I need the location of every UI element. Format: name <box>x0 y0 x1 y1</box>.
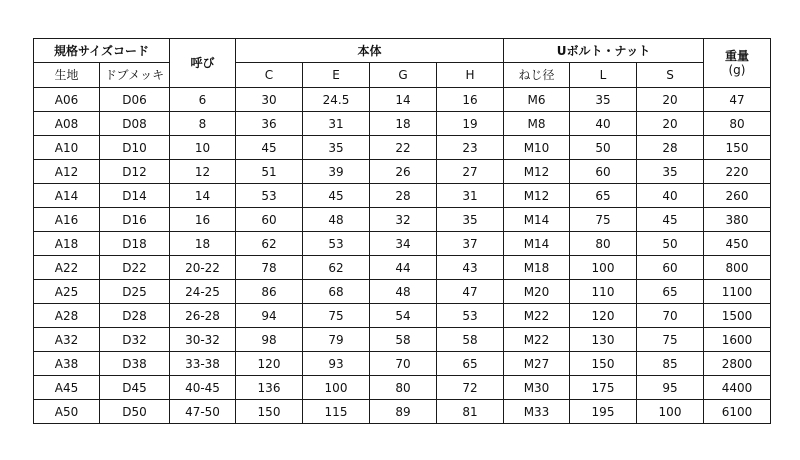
header-weight-unit: (g) <box>728 63 746 77</box>
cell-c: 94 <box>236 304 303 328</box>
cell-h: 16 <box>437 88 504 112</box>
cell-s: 40 <box>637 184 704 208</box>
table-body <box>34 88 771 424</box>
cell-nominal: 18 <box>170 232 236 256</box>
header-row-1 <box>34 39 771 63</box>
cell-nominal: 26-28 <box>170 304 236 328</box>
cell-thread: M22 <box>504 304 570 328</box>
header-weight-cell <box>704 39 771 88</box>
cell-thread: M18 <box>504 256 570 280</box>
cell-thread: M27 <box>504 352 570 376</box>
cell-weight: 47 <box>704 88 771 112</box>
cell-g: 80 <box>370 376 437 400</box>
cell-e: 68 <box>303 280 370 304</box>
header-l: L <box>570 63 637 88</box>
cell-weight: 1500 <box>704 304 771 328</box>
table-row <box>34 160 771 184</box>
cell-raw-code: A16 <box>34 208 100 232</box>
cell-l: 110 <box>570 280 637 304</box>
cell-thread: M10 <box>504 136 570 160</box>
cell-nominal: 6 <box>170 88 236 112</box>
cell-c: 60 <box>236 208 303 232</box>
cell-galvanized-code: D10 <box>100 136 170 160</box>
cell-raw-code: A06 <box>34 88 100 112</box>
cell-weight: 380 <box>704 208 771 232</box>
cell-galvanized-code: D25 <box>100 280 170 304</box>
cell-galvanized-code: D50 <box>100 400 170 424</box>
cell-g: 32 <box>370 208 437 232</box>
cell-nominal: 14 <box>170 184 236 208</box>
table-row <box>34 328 771 352</box>
cell-galvanized-code: D14 <box>100 184 170 208</box>
cell-raw-code: A38 <box>34 352 100 376</box>
table-row <box>34 112 771 136</box>
cell-e: 24.5 <box>303 88 370 112</box>
cell-g: 89 <box>370 400 437 424</box>
cell-l: 100 <box>570 256 637 280</box>
cell-weight: 2800 <box>704 352 771 376</box>
cell-galvanized-code: D45 <box>100 376 170 400</box>
cell-thread: M12 <box>504 160 570 184</box>
cell-c: 86 <box>236 280 303 304</box>
cell-raw-code: A28 <box>34 304 100 328</box>
cell-thread: M30 <box>504 376 570 400</box>
cell-g: 44 <box>370 256 437 280</box>
cell-nominal: 12 <box>170 160 236 184</box>
header-row-2 <box>34 63 771 88</box>
table-row <box>34 184 771 208</box>
cell-thread: M8 <box>504 112 570 136</box>
header-s: S <box>637 63 704 88</box>
cell-c: 78 <box>236 256 303 280</box>
cell-weight: 1100 <box>704 280 771 304</box>
cell-c: 120 <box>236 352 303 376</box>
cell-s: 65 <box>637 280 704 304</box>
cell-nominal: 47-50 <box>170 400 236 424</box>
cell-c: 51 <box>236 160 303 184</box>
cell-galvanized-code: D12 <box>100 160 170 184</box>
cell-galvanized-code: D18 <box>100 232 170 256</box>
cell-g: 34 <box>370 232 437 256</box>
cell-raw-code: A25 <box>34 280 100 304</box>
cell-nominal: 33-38 <box>170 352 236 376</box>
cell-galvanized-code: D16 <box>100 208 170 232</box>
cell-raw-code: A12 <box>34 160 100 184</box>
cell-h: 47 <box>437 280 504 304</box>
cell-nominal: 10 <box>170 136 236 160</box>
cell-s: 20 <box>637 88 704 112</box>
cell-h: 23 <box>437 136 504 160</box>
cell-l: 80 <box>570 232 637 256</box>
table-row <box>34 376 771 400</box>
header-h: H <box>437 63 504 88</box>
cell-galvanized-code: D32 <box>100 328 170 352</box>
cell-c: 45 <box>236 136 303 160</box>
table-row <box>34 208 771 232</box>
cell-s: 75 <box>637 328 704 352</box>
cell-galvanized-code: D22 <box>100 256 170 280</box>
cell-l: 75 <box>570 208 637 232</box>
cell-c: 62 <box>236 232 303 256</box>
cell-l: 120 <box>570 304 637 328</box>
cell-e: 100 <box>303 376 370 400</box>
cell-weight: 220 <box>704 160 771 184</box>
table-row <box>34 352 771 376</box>
cell-thread: M6 <box>504 88 570 112</box>
cell-g: 58 <box>370 328 437 352</box>
cell-h: 81 <box>437 400 504 424</box>
header-size-code: 規格サイズコード <box>34 39 170 63</box>
cell-s: 45 <box>637 208 704 232</box>
header-nominal: 呼び <box>170 39 236 88</box>
cell-e: 115 <box>303 400 370 424</box>
cell-c: 53 <box>236 184 303 208</box>
cell-galvanized-code: D28 <box>100 304 170 328</box>
header-ubolt-nut: Uボルト・ナット <box>504 39 704 63</box>
cell-raw-code: A45 <box>34 376 100 400</box>
cell-raw-code: A18 <box>34 232 100 256</box>
cell-g: 54 <box>370 304 437 328</box>
cell-c: 136 <box>236 376 303 400</box>
cell-c: 36 <box>236 112 303 136</box>
cell-h: 35 <box>437 208 504 232</box>
table-row <box>34 88 771 112</box>
cell-l: 60 <box>570 160 637 184</box>
cell-raw-code: A50 <box>34 400 100 424</box>
table-row <box>34 400 771 424</box>
cell-thread: M22 <box>504 328 570 352</box>
cell-s: 50 <box>637 232 704 256</box>
cell-weight: 4400 <box>704 376 771 400</box>
cell-s: 95 <box>637 376 704 400</box>
cell-s: 20 <box>637 112 704 136</box>
cell-e: 31 <box>303 112 370 136</box>
cell-e: 93 <box>303 352 370 376</box>
table-row <box>34 304 771 328</box>
header-galvanized: ドブメッキ <box>100 63 170 88</box>
cell-galvanized-code: D06 <box>100 88 170 112</box>
table-header <box>34 39 771 88</box>
cell-galvanized-code: D08 <box>100 112 170 136</box>
cell-c: 30 <box>236 88 303 112</box>
cell-h: 72 <box>437 376 504 400</box>
cell-e: 39 <box>303 160 370 184</box>
cell-h: 19 <box>437 112 504 136</box>
table-row <box>34 280 771 304</box>
header-e: E <box>303 63 370 88</box>
cell-weight: 450 <box>704 232 771 256</box>
cell-s: 100 <box>637 400 704 424</box>
cell-l: 40 <box>570 112 637 136</box>
cell-s: 85 <box>637 352 704 376</box>
cell-e: 53 <box>303 232 370 256</box>
cell-raw-code: A14 <box>34 184 100 208</box>
cell-h: 65 <box>437 352 504 376</box>
cell-weight: 80 <box>704 112 771 136</box>
header-weight: 重量 <box>724 49 749 63</box>
cell-weight: 800 <box>704 256 771 280</box>
cell-h: 31 <box>437 184 504 208</box>
cell-h: 27 <box>437 160 504 184</box>
cell-s: 35 <box>637 160 704 184</box>
cell-e: 45 <box>303 184 370 208</box>
cell-nominal: 16 <box>170 208 236 232</box>
cell-g: 22 <box>370 136 437 160</box>
cell-l: 65 <box>570 184 637 208</box>
cell-weight: 1600 <box>704 328 771 352</box>
cell-g: 28 <box>370 184 437 208</box>
header-c: C <box>236 63 303 88</box>
cell-l: 195 <box>570 400 637 424</box>
cell-galvanized-code: D38 <box>100 352 170 376</box>
cell-weight: 6100 <box>704 400 771 424</box>
cell-g: 26 <box>370 160 437 184</box>
cell-nominal: 20-22 <box>170 256 236 280</box>
cell-raw-code: A22 <box>34 256 100 280</box>
cell-s: 28 <box>637 136 704 160</box>
cell-g: 14 <box>370 88 437 112</box>
table-row <box>34 136 771 160</box>
spec-table <box>33 38 771 424</box>
cell-weight: 150 <box>704 136 771 160</box>
header-thread: ねじ径 <box>504 63 570 88</box>
cell-h: 43 <box>437 256 504 280</box>
cell-e: 48 <box>303 208 370 232</box>
table-row <box>34 256 771 280</box>
cell-e: 79 <box>303 328 370 352</box>
cell-thread: M14 <box>504 208 570 232</box>
cell-weight: 260 <box>704 184 771 208</box>
cell-e: 62 <box>303 256 370 280</box>
cell-c: 150 <box>236 400 303 424</box>
cell-thread: M20 <box>504 280 570 304</box>
cell-l: 150 <box>570 352 637 376</box>
cell-g: 48 <box>370 280 437 304</box>
cell-h: 53 <box>437 304 504 328</box>
cell-raw-code: A10 <box>34 136 100 160</box>
cell-l: 175 <box>570 376 637 400</box>
cell-thread: M33 <box>504 400 570 424</box>
cell-nominal: 8 <box>170 112 236 136</box>
table-row <box>34 232 771 256</box>
cell-s: 70 <box>637 304 704 328</box>
cell-h: 37 <box>437 232 504 256</box>
cell-g: 18 <box>370 112 437 136</box>
cell-g: 70 <box>370 352 437 376</box>
cell-raw-code: A08 <box>34 112 100 136</box>
cell-e: 35 <box>303 136 370 160</box>
header-raw: 生地 <box>34 63 100 88</box>
spec-table-container <box>33 38 771 424</box>
cell-e: 75 <box>303 304 370 328</box>
cell-l: 130 <box>570 328 637 352</box>
cell-thread: M14 <box>504 232 570 256</box>
header-body: 本体 <box>236 39 504 63</box>
cell-l: 50 <box>570 136 637 160</box>
cell-l: 35 <box>570 88 637 112</box>
header-g: G <box>370 63 437 88</box>
cell-nominal: 40-45 <box>170 376 236 400</box>
cell-h: 58 <box>437 328 504 352</box>
cell-nominal: 24-25 <box>170 280 236 304</box>
cell-c: 98 <box>236 328 303 352</box>
cell-nominal: 30-32 <box>170 328 236 352</box>
cell-s: 60 <box>637 256 704 280</box>
cell-thread: M12 <box>504 184 570 208</box>
cell-raw-code: A32 <box>34 328 100 352</box>
